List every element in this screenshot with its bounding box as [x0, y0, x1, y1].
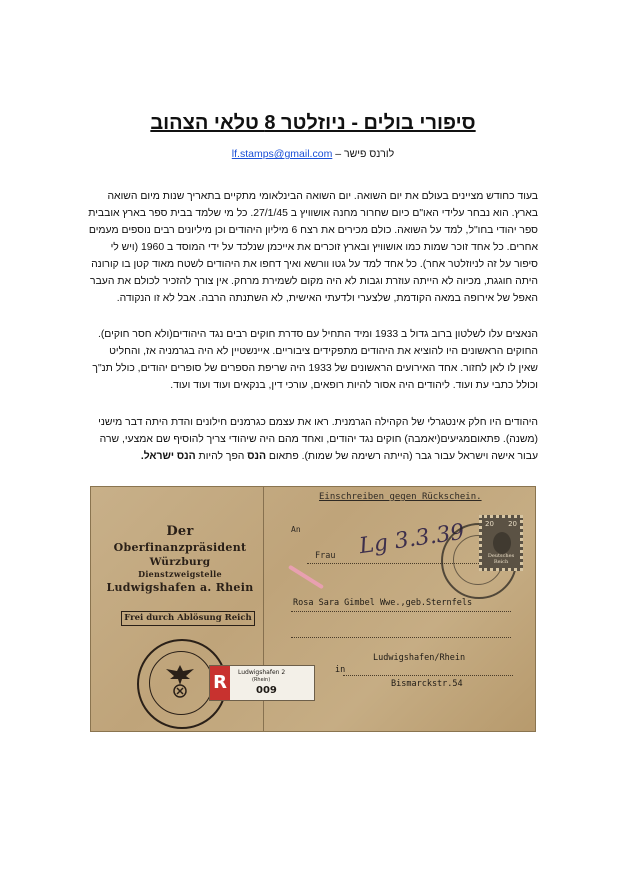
portrait-icon: [493, 532, 511, 554]
stamp-value-right: 20: [508, 520, 517, 528]
sender-line-3: Würzburg: [149, 556, 211, 568]
envelope-image: [90, 486, 536, 732]
pink-arrow-icon: [288, 565, 324, 590]
stamp-caption: Deutsches Reich: [487, 553, 515, 565]
registered-label: Einschreiben gegen Rückschein.: [319, 492, 482, 502]
paragraph-2: הנאצים עלו לשלטון ברוב גדול ב 1933 ומיד התחיל עם סדרת חוקים רבים נגד היהודים(ולא חסר חוקים). החוקים הראשונים היו להוציא את היהודים מתפקידים ציבוריים. איינשטיין לא היה בגרמניה אז, והחליט שאין לו לאן לחזור. אחד האירועים הראשונים של 1933 היה שריפת הספרים של סופרים יהודים, כולל תנ"ך וכולל כתבי עת ועוד. ליהודים היה אסור להיות רופאים, עורכי דין, בנקאים ועוד ועוד ועוד.: [92, 329, 538, 391]
eagle-emblem-icon: [164, 663, 196, 699]
registration-label: [209, 665, 315, 701]
paragraph-3-mid: הפך להיות: [195, 451, 248, 462]
email-link[interactable]: lf.stamps@gmail.com: [231, 148, 333, 160]
paragraph-1: בעוד כחודש מציינים בעולם את יום השואה. יום השואה הבינלאומי מתקיים בתאריך שנות מיום השואה בארץ. הוא נבחר עלידי האו"ם כיום שחרור מחנה אושוויץ ב 27/1/45. כל מי שלמד בבית ספר בארץ אובבית ספר יהודי בחו"ל, למד על השואה. כולם מכירים את רצח 6 מיליון היהודים וכן מיליונים רבים נוספים מעמים אחרים. כל אחד זוכר שמות כמו אושוויץ ובארץ זוכרים את אייכמן שנלכד על ידי המוסד ב 1960 (ויש לי סיפור על זה לניוזלטר אחר). כל אחד למד על גטו וורשא ואיך דחפו את היהודים לשטח מאוד קטן בו קורונה היתה חוגגת, מכיוה לא הייתה עוזרת וגבות לא היה מקום לשמירת מרחק. אין צורך להזכיר לכולם את העבר האפל של אירופה במאה הקודמת, שלצערי ולדעתי האישית, לא השתנתה הרבה. אבל לא זו הנקודה.: [88, 191, 538, 304]
recipient-name: Rosa Sara Gimbel Wwe.,geb.Sternfels: [293, 598, 473, 608]
paragraph-3: [88, 414, 538, 465]
paragraph-3-text: היהודים היו חלק אינטגרלי של הקהילה הגרמנית. ראו את עצמם כגרמנים חילונים והדת היתה דבר מישני (משנה). פתאוםמגיעים(יאמבה) חוקים נגד יהודים, ואחד מהם היה שיהודי צריך להוסיף שם אמצעי, שרה עבור אישה וישראל עבור גבר (הייתה רשימה של שמות). פתאום: [98, 417, 538, 462]
recipient-city: Ludwigshafen/Rhein: [373, 653, 466, 663]
registration-number: 009: [256, 685, 277, 696]
registration-letter: R: [210, 666, 230, 700]
sender-line-4: Dienstzweigstelle: [138, 569, 222, 579]
address-line: [343, 675, 513, 676]
registration-place: Ludwigshafen 2: [238, 669, 286, 676]
page-title: סיפורי בולים - ניוזלטר 8 טלאי הצהוב: [150, 112, 476, 134]
stamp-value-left: 20: [485, 520, 494, 528]
recipient-street: Bismarckstr.54: [391, 679, 463, 689]
hans-bold: הנס: [247, 451, 267, 462]
address-line: [291, 637, 511, 638]
in-label: in: [335, 665, 346, 675]
sender-line-1: Der: [166, 524, 194, 539]
postage-stamp: [479, 515, 523, 571]
sender-line-2: Oberfinanzpräsident: [113, 541, 247, 554]
frau-label: Frau: [315, 551, 336, 561]
registration-sub: (Rhein): [252, 677, 271, 683]
frei-label: Frei durch Ablösung Reich: [121, 611, 255, 626]
address-line: [291, 611, 511, 612]
handwritten-date: Lg 3.3.39: [357, 519, 466, 560]
hans-israel-bold: הנס ישראל.: [140, 451, 196, 462]
an-label: An: [291, 525, 301, 534]
author-name: לורנס פישר –: [335, 148, 395, 160]
byline: [0, 148, 626, 160]
sender-line-5: Ludwigshafen a. Rhein: [106, 581, 254, 594]
